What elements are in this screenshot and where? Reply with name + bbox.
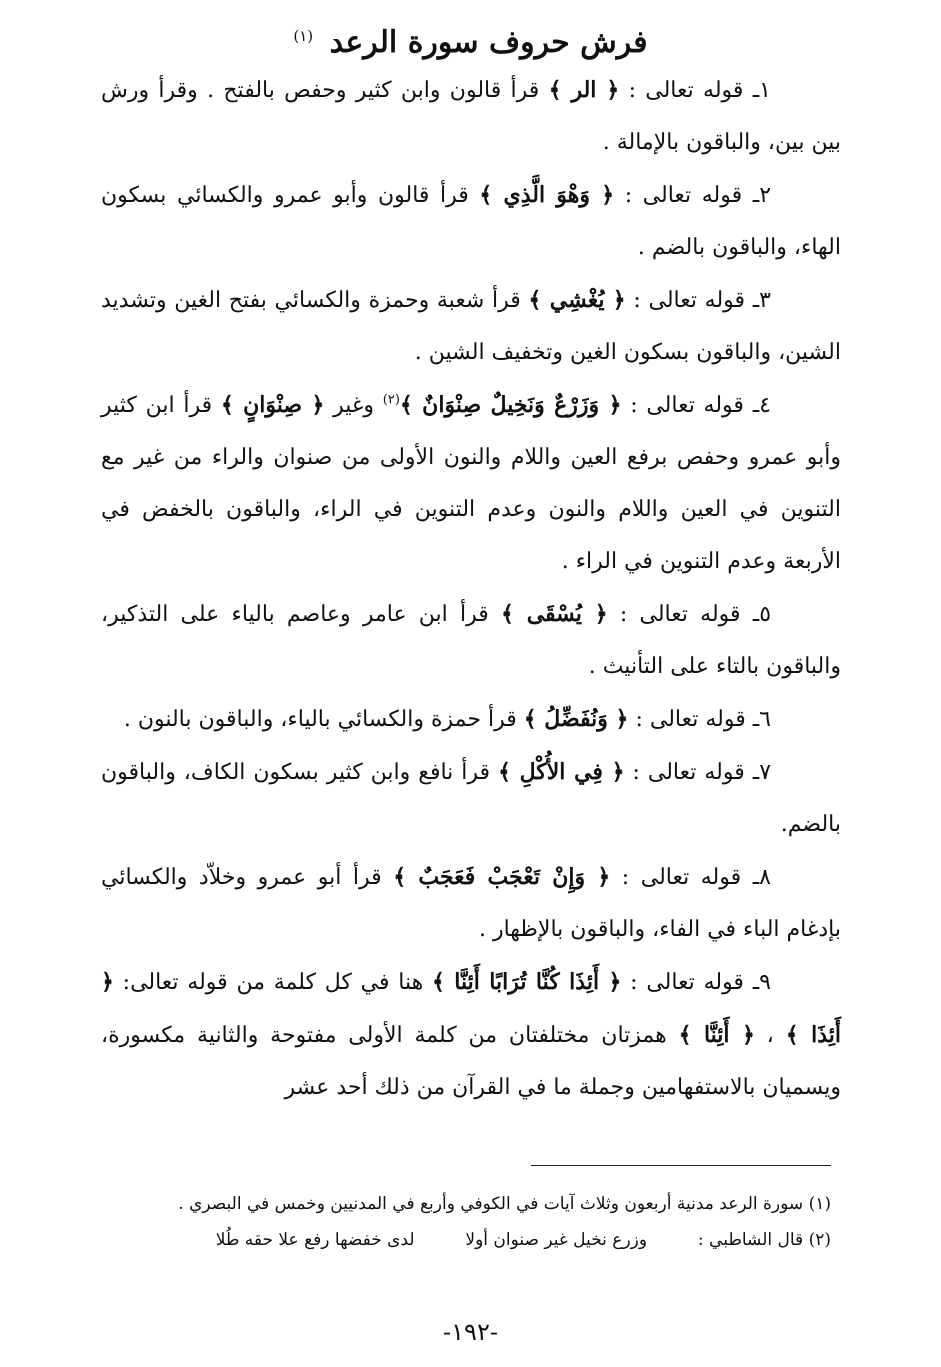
item-4 bbox=[101, 379, 841, 588]
item-rest: قرأ أبو عمرو وخلاّد والكسائي بإدغام الباء في الفاء، والباقون بالإظهار . bbox=[101, 865, 841, 942]
quran-text: ﴿ يُغْشِي ﴾ bbox=[528, 287, 626, 313]
footnote-marker: (٢) bbox=[808, 1230, 831, 1250]
footnote-ref: (٢) bbox=[382, 392, 400, 408]
item-rest: قرأ حمزة والكسائي بالياء، والباقون بالنون . bbox=[123, 707, 517, 732]
footnote-verse-2: لدى خفضها رفع علا حقه طُلا bbox=[215, 1230, 415, 1250]
quran-text-2: ﴿ صِنْوَانٍ ﴾ bbox=[220, 392, 325, 418]
item-intro: قوله تعالى : bbox=[633, 288, 746, 313]
quran-text-2: ﴿ أَئِذَا ﴾ bbox=[101, 969, 842, 1048]
item-number: ١ـ bbox=[752, 78, 771, 103]
title-text: فرش حروف سورة الرعد bbox=[329, 25, 648, 60]
footnote-verse-1: وزرع نخيل غير صنوان أولا bbox=[465, 1230, 648, 1250]
item-intro: قوله تعالى : bbox=[630, 970, 744, 995]
quran-text: ﴿ فِي الأُكْلِ ﴾ bbox=[498, 759, 625, 785]
item-rest: قرأ ابن عامر وعاصم بالياء على التذكير، والباقون بالتاء على التأنيث . bbox=[101, 602, 841, 679]
item-3 bbox=[101, 274, 841, 379]
quran-text: ﴿ وَنُفَضِّلُ ﴾ bbox=[523, 706, 629, 732]
item-number: ٤ـ bbox=[752, 393, 771, 418]
item-intro: قوله تعالى : bbox=[624, 183, 743, 208]
item-intro: قوله تعالى : bbox=[632, 760, 745, 785]
item-intro: قوله تعالى : bbox=[635, 707, 746, 732]
item-7 bbox=[101, 746, 841, 851]
item-number: ٢ـ bbox=[752, 183, 772, 208]
title-footnote-marker: (١) bbox=[293, 27, 314, 45]
item-intro: قوله تعالى : bbox=[621, 865, 742, 890]
footnotes bbox=[101, 1186, 831, 1258]
item-rest: همزتان مختلفتان من كلمة الأولى مفتوحة والثانية مكسورة، ويسميان بالاستفهامين وجملة ما في القرآن من ذلك أحد عشر bbox=[101, 1023, 841, 1100]
item-2 bbox=[101, 169, 841, 274]
item-separator: ، bbox=[766, 1023, 774, 1048]
item-rest: قرأ ابن كثير وأبو عمرو وحفص برفع العين واللام والنون الأولى من صنوان والراء من غير مع التنوين في العين واللام والنون وعدم التنوين في الراء، والباقون بالخفض في الأربعة وعدم التنوين في الراء . bbox=[101, 393, 841, 574]
main-text bbox=[101, 64, 841, 1114]
page-number: -١٩٢- bbox=[443, 1318, 498, 1346]
item-intro: قوله تعالى : bbox=[619, 602, 741, 627]
item-rest: قرأ قالون وابن كثير وحفص بالفتح . وقرأ ورش بين بين، والباقون بالإمالة . bbox=[101, 78, 841, 155]
item-rest: قرأ قالون وأبو عمرو والكسائي بسكون الهاء، والباقون بالضم . bbox=[101, 183, 841, 260]
item-5 bbox=[101, 588, 841, 693]
item-middle: وغير bbox=[333, 393, 375, 418]
item-8 bbox=[101, 851, 841, 956]
quran-text: ﴿ وَإِنْ تَعْجَبْ فَعَجَبٌ ﴾ bbox=[393, 864, 611, 890]
item-number: ٨ـ bbox=[752, 865, 771, 890]
item-9 bbox=[101, 956, 841, 1114]
footnote-text: سورة الرعد مدنية أربعون وثلاث آيات في الكوفي وأربع في المدنيين وخمس في البصري . bbox=[178, 1194, 804, 1214]
item-6 bbox=[101, 693, 841, 746]
quran-text: ﴿ أَئِذَا كُنَّا تُرَابًا أَئِنَّا ﴾ bbox=[431, 969, 622, 995]
quran-text: ﴿ وَهْوَ الَّذِي ﴾ bbox=[479, 182, 615, 208]
item-rest: قرأ نافع وابن كثير بسكون الكاف، والباقون بالضم. bbox=[101, 760, 841, 837]
footnote-2 bbox=[101, 1222, 831, 1258]
footnote-divider bbox=[531, 1165, 831, 1166]
item-number: ٥ـ bbox=[752, 602, 772, 627]
item-1 bbox=[101, 64, 841, 169]
item-number: ٩ـ bbox=[752, 970, 771, 995]
quran-text: ﴿ الر ﴾ bbox=[548, 77, 620, 103]
page-title bbox=[0, 14, 941, 65]
item-number: ٦ـ bbox=[752, 707, 771, 732]
item-middle: هنا في كل كلمة من قوله تعالى: bbox=[122, 970, 424, 995]
quran-text-3: ﴿ أَئِنَّا ﴾ bbox=[678, 1022, 755, 1048]
item-number: ٧ـ bbox=[752, 760, 772, 785]
item-intro: قوله تعالى : bbox=[628, 78, 744, 103]
item-number: ٣ـ bbox=[752, 288, 771, 313]
footnote-marker: (١) bbox=[808, 1194, 831, 1214]
item-intro: قوله تعالى : bbox=[630, 393, 744, 418]
quran-text: ﴿ يُسْقَى ﴾ bbox=[500, 601, 608, 627]
footnote-intro: قال الشاطبي : bbox=[697, 1230, 804, 1250]
item-rest: قرأ شعبة وحمزة والكسائي بفتح الغين وتشديد الشين، والباقون بسكون الغين وتخفيف الشين . bbox=[101, 288, 841, 365]
footnote-1 bbox=[101, 1186, 831, 1222]
quran-text: ﴿ وَزَرْعٌ وَنَخِيلٌ صِنْوَانٌ ﴾ bbox=[399, 392, 622, 418]
